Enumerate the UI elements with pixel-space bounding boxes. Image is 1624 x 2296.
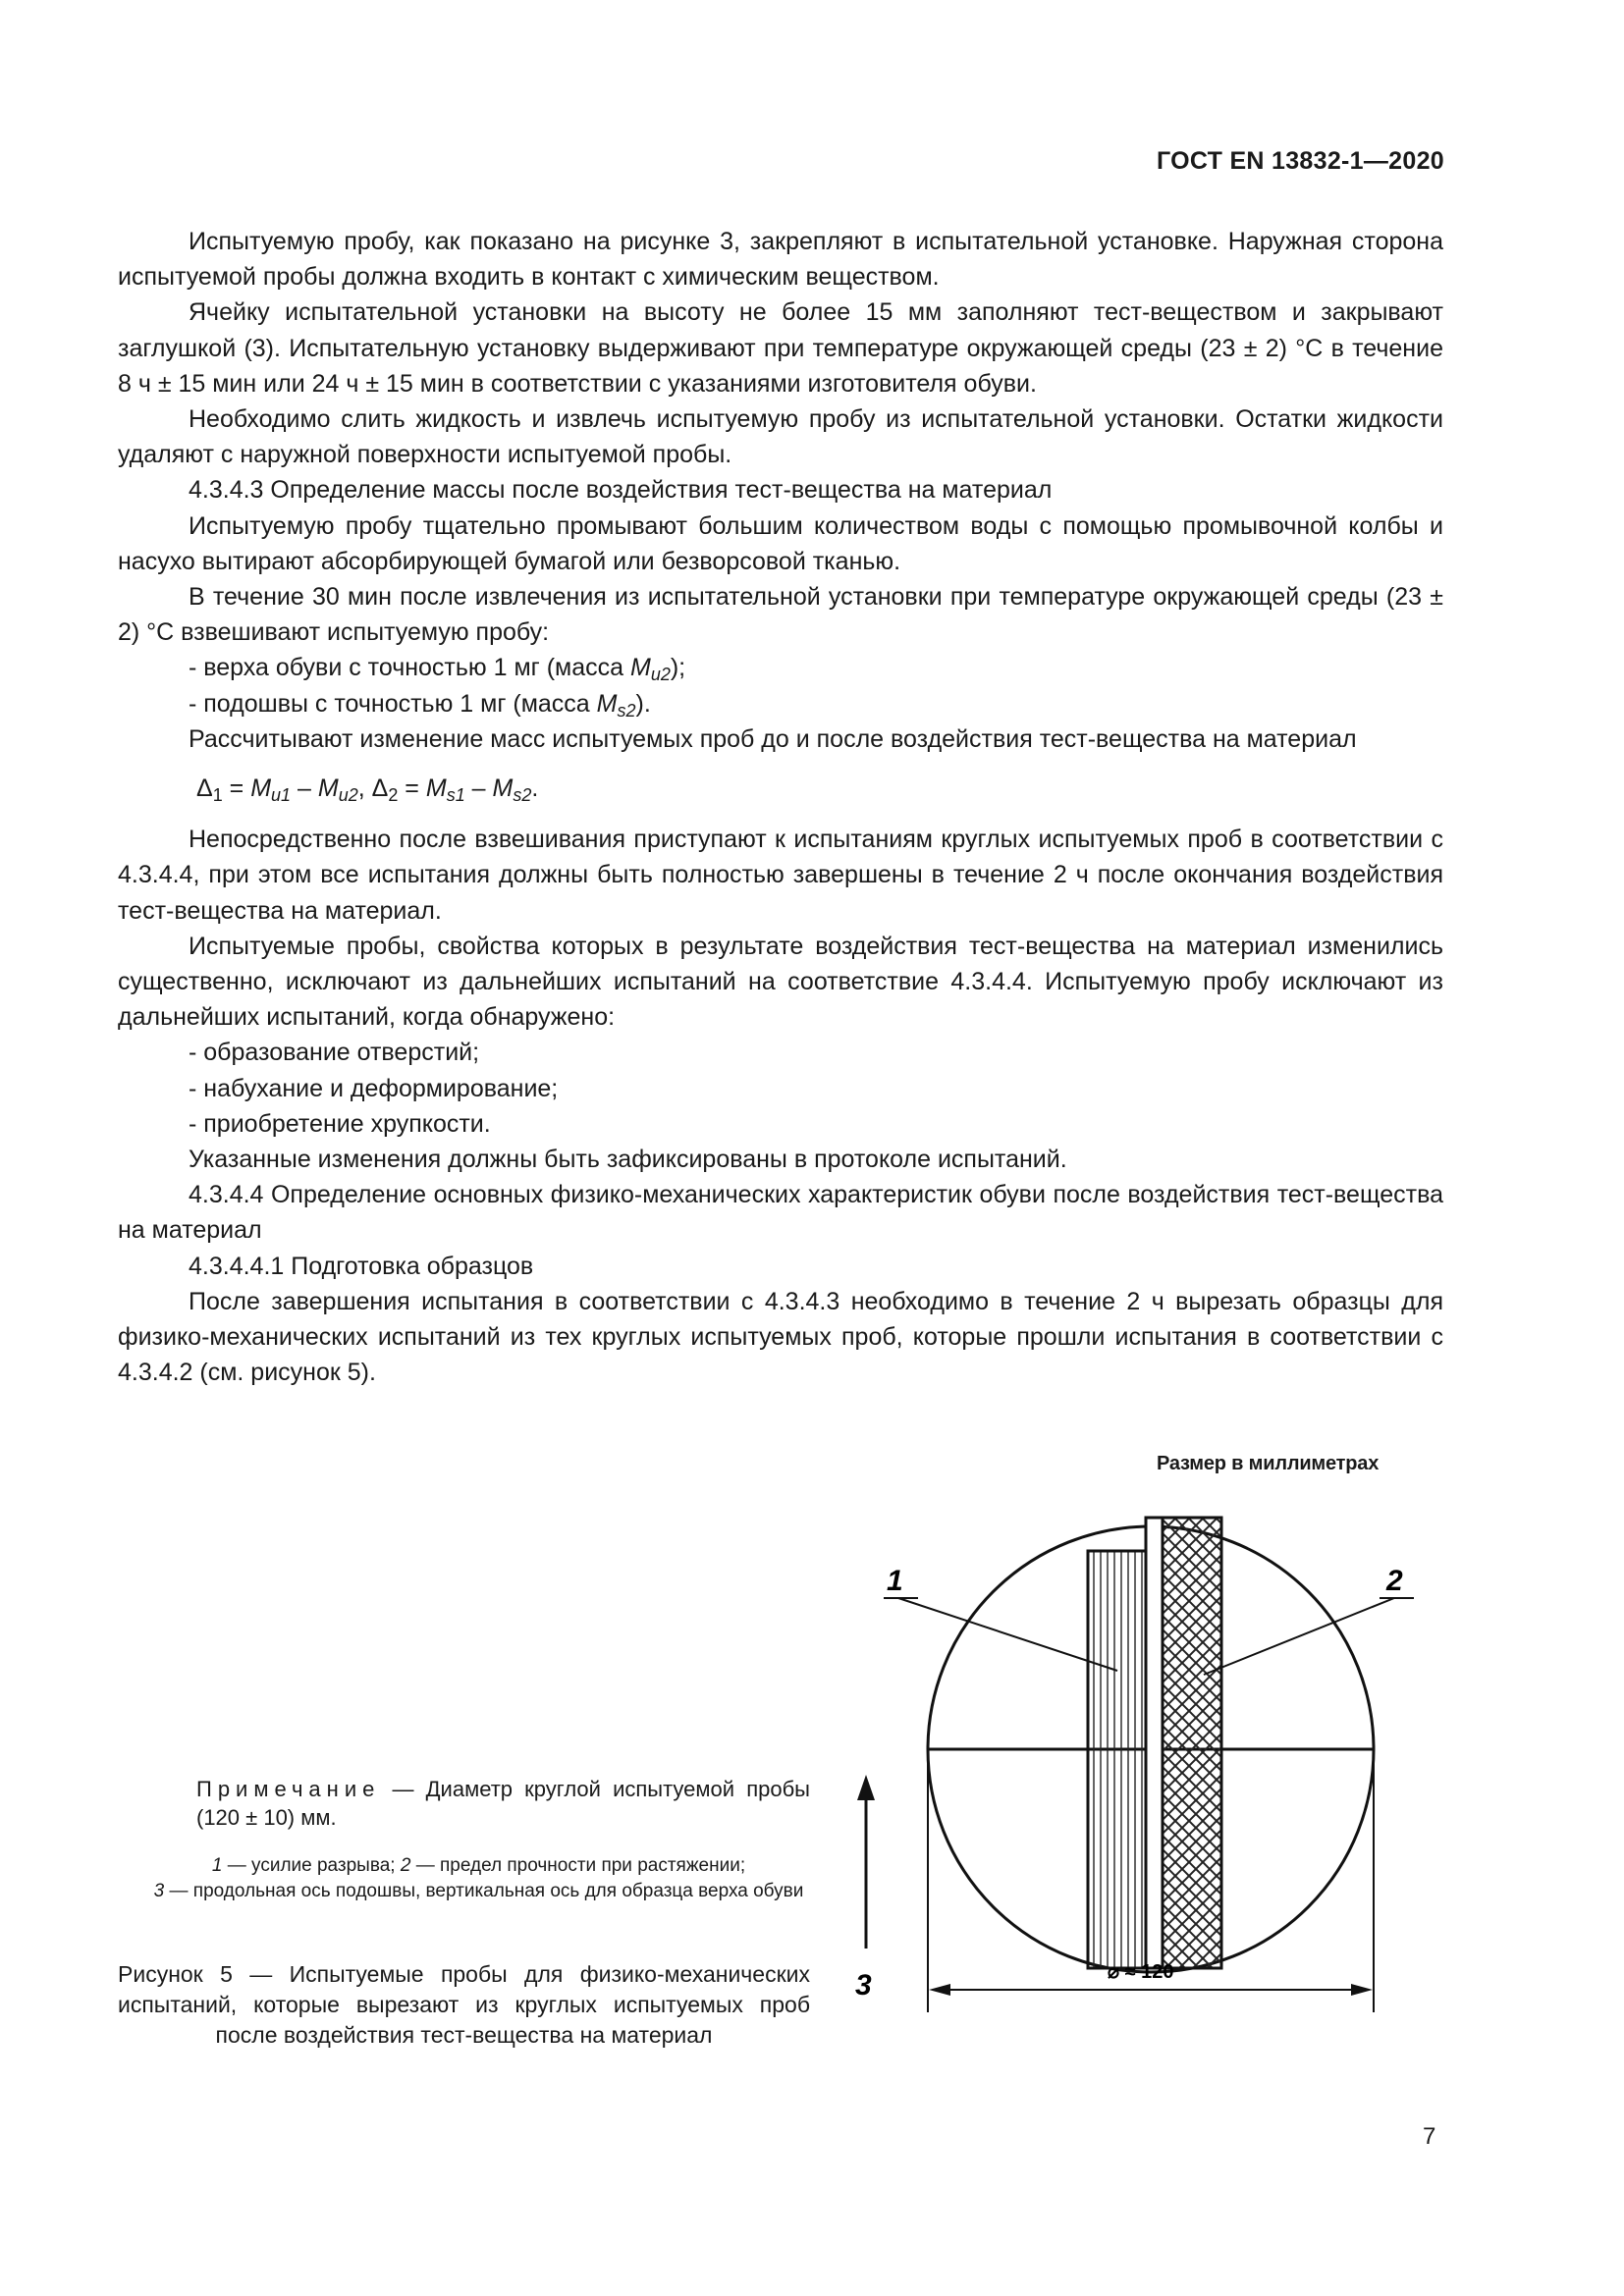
paragraph: Необходимо слить жидкость и извлечь испытуемую пробу из испытательной установки. Остатки жидкости удаляют с наружной поверхности испытуемой пробы.	[118, 405, 1443, 469]
list-item: - приобретение хрупкости.	[189, 1109, 491, 1138]
arrow-head-icon	[857, 1775, 875, 1800]
paragraph: В течение 30 мин после извлечения из испытательной установки при температуре окружающей среды (23 ± 2) °С взвешивают испытуемую пробу:	[118, 583, 1443, 647]
specimen-tensile-strength	[1163, 1518, 1221, 1968]
dimension-arrow-right-icon	[1351, 1984, 1373, 1996]
callout-label-1: 1	[887, 1565, 903, 1597]
paragraph: Испытуемые пробы, свойства которых в результате воздействия тест-вещества на материал изменились существенно, исключают из дальнейших испытаний на соответствие 4.3.4.4. Испытуемую пробу исключают из дальнейших испытаний, когда обнаружено:	[118, 932, 1443, 1032]
paragraph: Ячейку испытательной установки на высоту не более 15 мм заполняют тест-веществом и закрывают заглушкой (3). Испытательную установку выдерживают при температуре окружающей среды (23 ± 2) °С в течение 8 ч ± 15 мин или 24 ч ± 15 мин в соответствии с указаниями изготовителя обуви.	[118, 298, 1443, 398]
dimension-arrow-left-icon	[929, 1984, 950, 1996]
list-item: - подошвы с точностью 1 мг (масса $M_{s2}$).	[189, 689, 651, 721]
paragraph: Рассчитывают изменение масс испытуемых проб до и после воздействия тест-вещества на материал	[189, 724, 1357, 753]
callout-label-3: 3	[855, 1969, 872, 2002]
leader-line-2	[1204, 1598, 1394, 1675]
callout-label-2: 2	[1386, 1565, 1403, 1597]
dimension-caption: Размер в миллиметрах	[1157, 1453, 1380, 1474]
paragraph: Указанные изменения должны быть зафиксированы в протоколе испытаний.	[189, 1146, 1067, 1174]
figure-legend: 1 — усилие разрыва; 2 — предел прочности при растяжении; 3 — продольная ось подошвы, вертикальная ось для образца верха обуви	[153, 1855, 804, 1901]
paragraph: Испытуемую пробу, как показано на рисунке 3, закрепляют в испытательной установке. Наружная сторона испытуемой пробы должна входить в контакт с химическим веществом.	[118, 228, 1443, 292]
list-item: - образование отверстий;	[189, 1039, 480, 1067]
formula: $\Delta_1 = M_{u1} - M_{u2}$, $\Delta_2 = M_{s1} - M_{s2}$.	[196, 774, 539, 806]
figure-note: Примечание — Диаметр круглой испытуемой пробы (120 ± 10) мм.	[196, 1777, 810, 1830]
section-heading: 4.3.4.4.1 Подготовка образцов	[189, 1252, 534, 1280]
specimen-step	[1146, 1518, 1163, 1968]
note-word: Примечание	[196, 1777, 381, 1801]
paragraph: После завершения испытания в соответствии с 4.3.4.3 необходимо в течение 2 ч вырезать образцы для физико-механических испытаний из тех круглых испытуемых проб, которые прошли испытания в соответствии с 4.3.4.2 (см. рисунок 5).	[118, 1287, 1443, 1387]
leader-line-1	[898, 1598, 1117, 1671]
list-item: - верха обуви с точностью 1 мг (масса $M_{u2}$);	[189, 654, 686, 685]
paragraph: Непосредственно после взвешивания приступают к испытаниям круглых испытуемых проб в соответствии с 4.3.4.4, при этом все испытания должны быть полностью завершены в течение 2 ч после окончания воздействия тест-вещества на материал.	[118, 826, 1443, 925]
section-heading: 4.3.4.3 Определение массы после воздействия тест-вещества на материал	[189, 476, 1053, 505]
diameter-label: ⌀ ≈ 120	[1108, 1961, 1174, 1983]
section-heading: 4.3.4.4 Определение основных физико-механических характеристик обуви после воздействия тест-вещества на материал	[118, 1181, 1443, 1245]
document-header: ГОСТ EN 13832-1—2020	[1157, 147, 1444, 175]
list-item: - набухание и деформирование;	[189, 1074, 559, 1102]
page-number: 7	[1423, 2123, 1436, 2150]
specimen-tensile-force	[1088, 1551, 1146, 1968]
figure-caption: Рисунок 5 — Испытуемые пробы для физико-механических испытаний, которые вырезают из круглых испытуемых проб после воздействия тест-вещества на материал	[118, 1961, 810, 2048]
paragraph: Испытуемую пробу тщательно промывают большим количеством воды с помощью промывочной колбы и насухо вытирают абсорбирующей бумагой или безворсовой тканью.	[118, 511, 1443, 575]
